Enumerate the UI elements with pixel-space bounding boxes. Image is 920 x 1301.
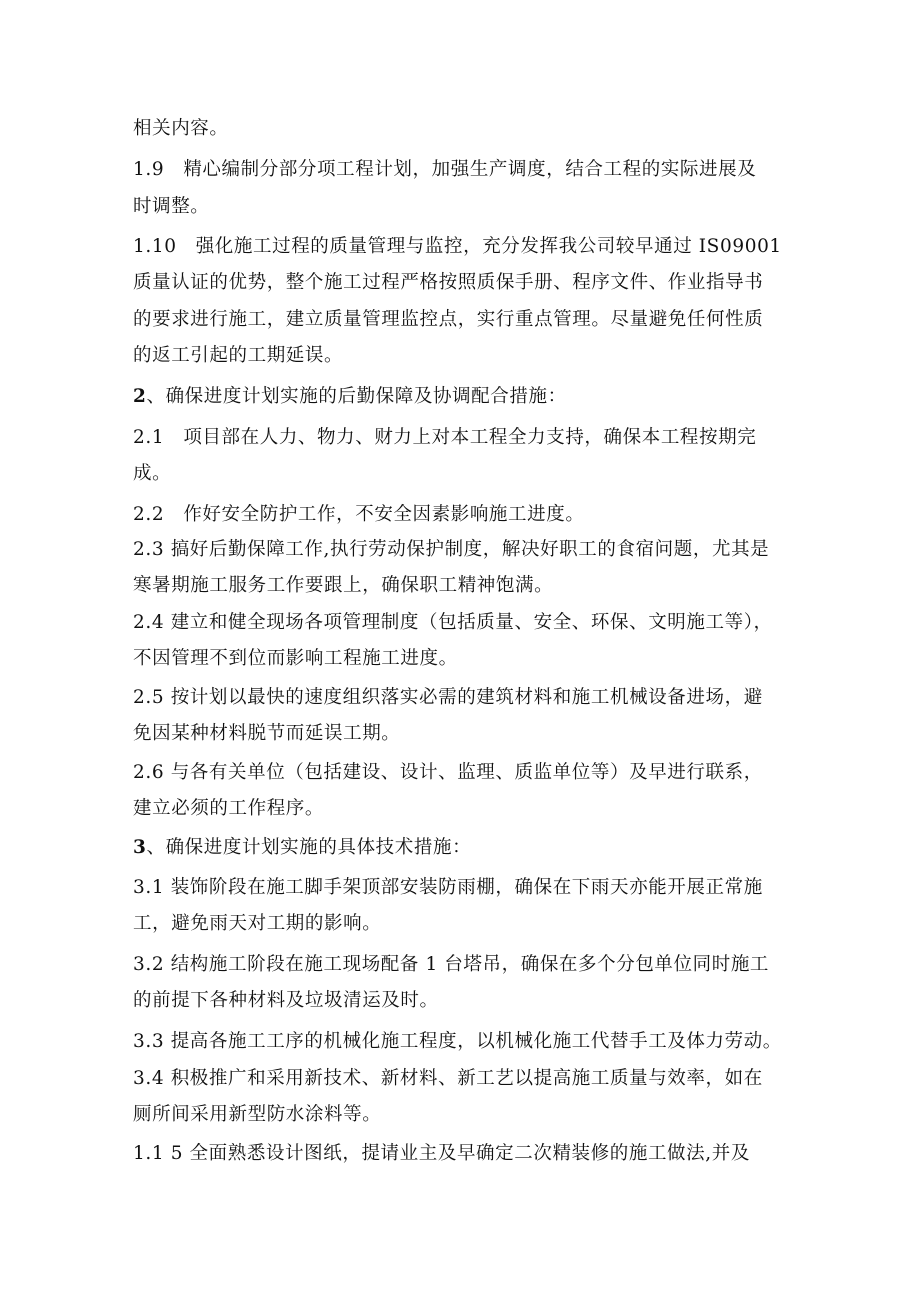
section-2-6-line-2: 建立必须的工作程序。 — [133, 798, 325, 819]
heading-2: 2、确保进度计划实施的后勤保障及协调配合措施： — [133, 386, 567, 407]
section-3-3-line: 3.3 提高各施工工序的机械化施工程度，以机械化施工代替手工及体力劳动。 — [133, 1031, 782, 1052]
heading-number: 2 — [133, 386, 147, 407]
section-1-10-line-1: 1.10 强化施工过程的质量管理与监控，充分发挥我公司较早通过 IS09001 — [133, 236, 782, 257]
section-3-1-line-2: 工，避免雨天对工期的影响。 — [133, 913, 382, 934]
section-1-9-line-1: 1.9 精心编制分部分项工程计划，加强生产调度，结合工程的实际进展及 — [133, 159, 757, 180]
section-2-5-line-2: 免因某种材料脱节而延误工期。 — [133, 723, 401, 744]
section-2-2-line: 2.2 作好安全防护工作，不安全因素影响施工进度。 — [133, 504, 585, 525]
section-2-4-line-2: 不因管理不到位而影响工程施工进度。 — [133, 648, 458, 669]
section-3-2-line-2: 的前提下各种材料及垃圾清运及时。 — [133, 990, 439, 1011]
section-2-1-line-2: 成。 — [133, 463, 172, 484]
section-2-5-line-1: 2.5 按计划以最快的速度组织落实必需的建筑材料和施工机械设备进场，避 — [133, 687, 763, 708]
section-3-4-line-2: 厕所间采用新型防水涂料等。 — [133, 1104, 382, 1125]
section-2-3-line-1: 2.3 搞好后勤保障工作,执行劳动保护制度，解决好职工的食宿问题，尤其是 — [133, 539, 770, 560]
section-2-1-line-1: 2.1 项目部在人力、物力、财力上对本工程全力支持，确保本工程按期完 — [133, 427, 757, 448]
heading-3: 3、确保进度计划实施的具体技术措施： — [133, 837, 472, 858]
section-2-6-line-1: 2.6 与各有关单位（包括建设、设计、监理、质监单位等）及早进行联系， — [133, 762, 763, 783]
section-1-10-line-3: 的要求进行施工，建立质量管理监控点，实行重点管理。尽量避免任何性质 — [133, 309, 764, 330]
text-line: 相关内容。 — [133, 118, 229, 139]
heading-number: 3 — [133, 837, 147, 858]
section-3-2-line-1: 3.2 结构施工阶段在施工现场配备 1 台塔吊，确保在多个分包单位同时施工 — [133, 954, 770, 975]
section-2-3-line-2: 寒暑期施工服务工作要跟上，确保职工精神饱满。 — [133, 575, 554, 596]
section-1-9-line-2: 时调整。 — [133, 196, 210, 217]
section-1-10-line-2: 质量认证的优势，整个施工过程严格按照质保手册、程序文件、作业指导书 — [133, 272, 764, 293]
section-3-1-line-1: 3.1 装饰阶段在施工脚手架顶部安装防雨棚，确保在下雨天亦能开展正常施 — [133, 877, 763, 898]
section-2-4-line-1: 2.4 建立和健全现场各项管理制度（包括质量、安全、环保、文明施工等）， — [133, 612, 773, 633]
section-1-1-5-line: 1.1 5 全面熟悉设计图纸，提请业主及早确定二次精装修的施工做法,并及 — [133, 1143, 750, 1164]
section-3-4-line-1: 3.4 积极推广和采用新技术、新材料、新工艺以提高施工质量与效率，如在 — [133, 1068, 763, 1089]
section-1-10-line-4: 的返工引起的工期延误。 — [133, 345, 344, 366]
